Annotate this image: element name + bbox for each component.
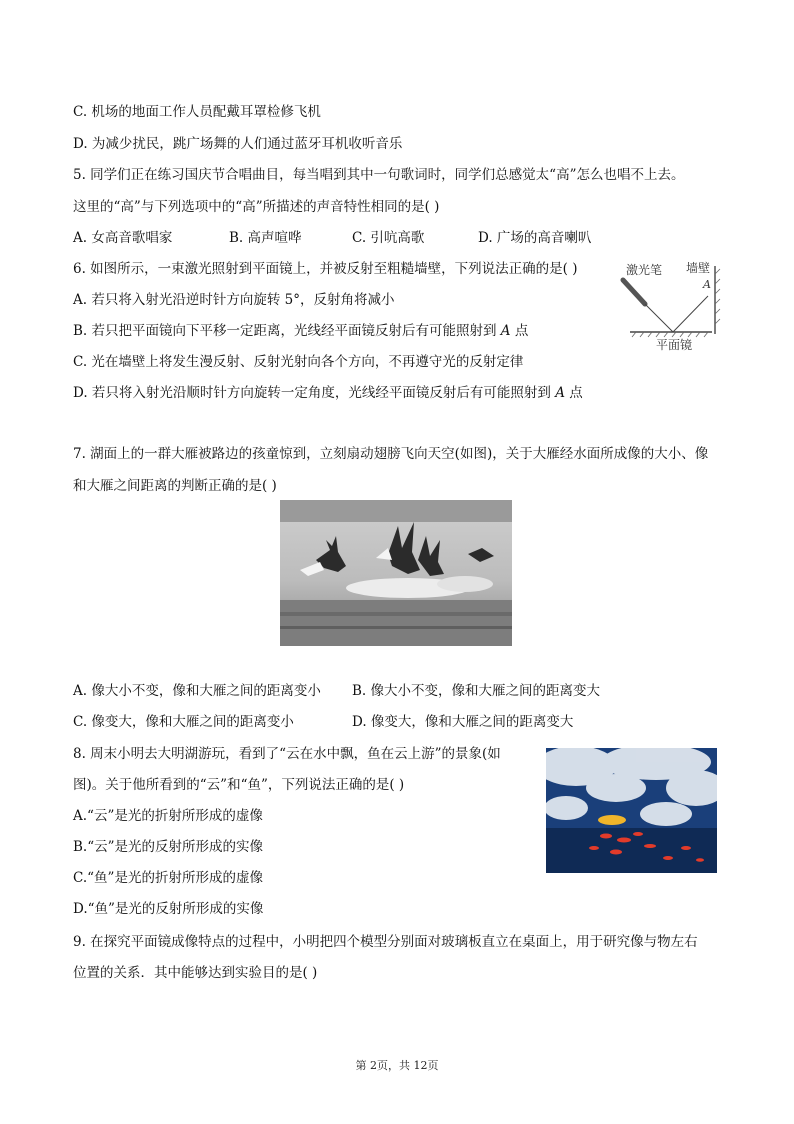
reflected-ray (673, 296, 708, 332)
q8-stem-line2: 图)。关于他所看到的“云”和“鱼”，下列说法正确的是( ) (73, 777, 405, 793)
cloud-fish-photo (546, 748, 717, 873)
mirror-hatching (632, 332, 708, 337)
point-a-label: A (703, 278, 711, 291)
q6-option-d-tail: 点 (564, 385, 583, 401)
q9-stem-line1: 9. 在探究平面镜成像特点的过程中，小明把四个模型分别面对玻璃板直立在桌面上，用于研究像与物左右 (73, 934, 698, 950)
q6-option-b-text: B. 若只把平面镜向下平移一定距离，光线经平面镜反射后有可能照射到 (73, 323, 501, 339)
q6-laser-mirror-diagram (612, 254, 732, 352)
q5-stem-line2: 这里的“高”与下列选项中的“高”所描述的声音特性相同的是( ) (73, 199, 440, 215)
q4-option-d: D. 为减少扰民，跳广场舞的人们通过蓝牙耳机收听音乐 (73, 136, 403, 152)
mirror-label: 平面镜 (656, 338, 693, 352)
q4-option-c: C. 机场的地面工作人员配戴耳罩检修飞机 (73, 104, 321, 120)
q7-option-d: D. 像变大，像和大雁之间的距离变大 (352, 714, 574, 730)
q8-option-a: A.“云”是光的折射所形成的虚像 (73, 808, 263, 824)
q8-stem-line1: 8. 周末小明去大明湖游玩，看到了“云在水中飘，鱼在云上游”的景象(如 (73, 746, 501, 762)
q6-option-b-point: A (500, 323, 511, 339)
q5-option-a: A. 女高音歌唱家 (73, 230, 173, 246)
q6-option-d-text: D. 若只将入射光沿顺时针方向旋转一定角度，光线经平面镜反射后有可能照射到 (73, 385, 556, 401)
laser-label: 激光笔 (626, 263, 663, 277)
geese-photo (280, 500, 512, 646)
q7-option-c: C. 像变大，像和大雁之间的距离变小 (73, 714, 294, 730)
q6-option-d (73, 384, 583, 402)
q9-stem-line2: 位置的关系．其中能够达到实验目的是( ) (73, 965, 318, 981)
q5-stem-line1: 5. 同学们正在练习国庆节合唱曲目，每当唱到其中一句歌词时，同学们总感觉太“高”怎么也唱不上去。 (73, 167, 685, 183)
wall-label: 墙壁 (686, 261, 711, 275)
laser-pen-icon (623, 280, 645, 304)
q7-stem-line2: 和大雁之间距离的判断正确的是( ) (73, 478, 277, 494)
incident-ray (645, 304, 673, 332)
q5-option-b: B. 高声喧哗 (229, 230, 302, 246)
q8-option-c: C.“鱼”是光的折射所形成的虚像 (73, 870, 263, 886)
q6-option-b (73, 322, 528, 340)
q5-option-d: D. 广场的高音喇叭 (478, 230, 592, 246)
page-footer: 第 2页，共 12页 (355, 1059, 439, 1072)
q5-option-c: C. 引吭高歌 (352, 230, 425, 246)
q6-option-b-tail: 点 (510, 323, 529, 339)
q7-option-a: A. 像大小不变，像和大雁之间的距离变小 (73, 683, 321, 699)
q8-option-d: D.“鱼”是光的反射所形成的实像 (73, 901, 264, 917)
wall-hatching (715, 269, 720, 324)
q6-option-d-point: A (555, 385, 565, 401)
q7-stem-line1: 7. 湖面上的一群大雁被路边的孩童惊到，立刻扇动翅膀飞向天空(如图)，关于大雁经水面所成像的大小、像 (73, 446, 709, 462)
q6-option-c: C. 光在墙壁上将发生漫反射、反射光射向各个方向，不再遵守光的反射定律 (73, 354, 524, 370)
q6-stem: 6. 如图所示，一束激光照射到平面镜上，并被反射至粗糙墙壁，下列说法正确的是( ) (73, 261, 578, 277)
q8-option-b: B.“云”是光的反射所形成的实像 (73, 839, 264, 855)
q6-option-a: A. 若只将入射光沿逆时针方向旋转 5°，反射角将减小 (73, 292, 395, 308)
q7-option-b: B. 像大小不变，像和大雁之间的距离变大 (352, 683, 601, 699)
